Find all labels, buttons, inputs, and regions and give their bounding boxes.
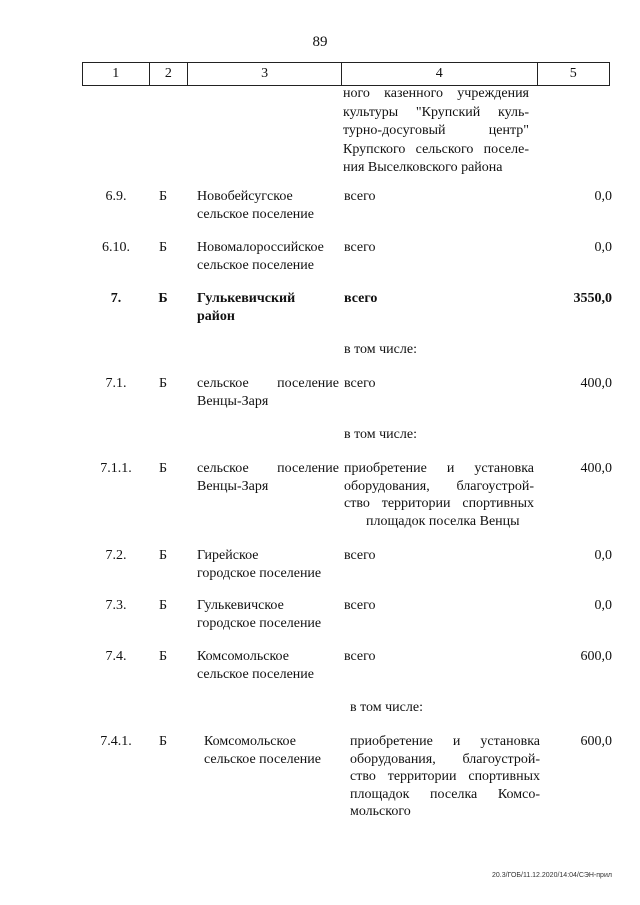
row-description: всего — [344, 376, 376, 391]
row-description: приобретение и установка оборудования, благоустрой- ство территории спортивных площадок поселка Венцы — [344, 461, 534, 529]
row-type: Б — [158, 548, 168, 563]
row-number: 7.3. — [105, 598, 127, 613]
header-col-4: 4 — [342, 63, 538, 85]
table-header-row — [82, 62, 610, 86]
row-value: 0,0 — [594, 189, 612, 204]
row-name: Гулькевичский район — [197, 291, 296, 324]
in-total-label: в том числе: — [344, 342, 417, 357]
row-name: сельское поселение Венцы-Заря — [197, 376, 339, 409]
in-total-label: в том числе: — [344, 427, 417, 442]
row-number: 7.4.1. — [100, 734, 132, 749]
row-name: Комсомольское сельское поселение — [204, 734, 321, 767]
row-value: 600,0 — [580, 649, 612, 664]
continuation-text: ного казенного учреждения культуры "Крупский куль- турно-досуговый центр" Крупского сельского поселе- ния Выселковского района — [343, 86, 529, 175]
row-number: 7.4. — [105, 649, 127, 664]
row-description: всего — [344, 291, 378, 306]
row-name: сельское поселение Венцы-Заря — [197, 461, 339, 494]
row-value: 400,0 — [580, 461, 612, 476]
row-name: Новомалороссийское сельское поселение — [197, 240, 324, 273]
row-value: 400,0 — [580, 376, 612, 391]
row-value: 0,0 — [594, 240, 612, 255]
row-number: 6.10. — [102, 240, 130, 255]
header-col-5: 5 — [569, 66, 577, 81]
row-type: Б — [158, 734, 168, 749]
row-value: 0,0 — [594, 548, 612, 563]
document-footer-code: 20.3/ГОБ/11.12.2020/14:04/СЭН-прил — [492, 872, 612, 879]
row-name: Новобейсугское сельское поселение — [197, 189, 314, 222]
row-value: 0,0 — [594, 598, 612, 613]
row-value: 600,0 — [580, 734, 612, 749]
header-col-3: 3 — [188, 63, 342, 85]
header-col-2: 2 — [150, 63, 189, 85]
row-type: Б — [158, 461, 168, 476]
row-type: Б — [158, 291, 168, 306]
row-value: 3550,0 — [573, 291, 612, 306]
in-total-label: в том числе: — [350, 700, 423, 715]
row-type: Б — [158, 649, 168, 664]
row-type: Б — [158, 240, 168, 255]
row-description: всего — [344, 548, 376, 563]
page-number: 89 — [312, 34, 328, 50]
row-number: 6.9. — [105, 189, 127, 204]
row-description: всего — [344, 649, 376, 664]
row-type: Б — [158, 189, 168, 204]
row-description: приобретение и установка оборудования, благоустрой- ство территории спортивных площадок поселка Комсо- мольского — [350, 734, 540, 819]
row-number: 7.1.1. — [100, 461, 132, 476]
row-name: Гирейское городское поселение — [197, 548, 322, 581]
row-number: 7.2. — [105, 548, 127, 563]
row-number: 7.1. — [105, 376, 127, 391]
row-name: Комсомольское сельское поселение — [197, 649, 314, 682]
row-name: Гулькевичское городское поселение — [197, 598, 322, 631]
row-number: 7. — [110, 291, 122, 306]
row-type: Б — [158, 376, 168, 391]
header-col-1: 1 — [83, 63, 150, 85]
row-description: всего — [344, 240, 376, 255]
row-description: всего — [344, 598, 376, 613]
row-type: Б — [158, 598, 168, 613]
row-description: всего — [344, 189, 376, 204]
